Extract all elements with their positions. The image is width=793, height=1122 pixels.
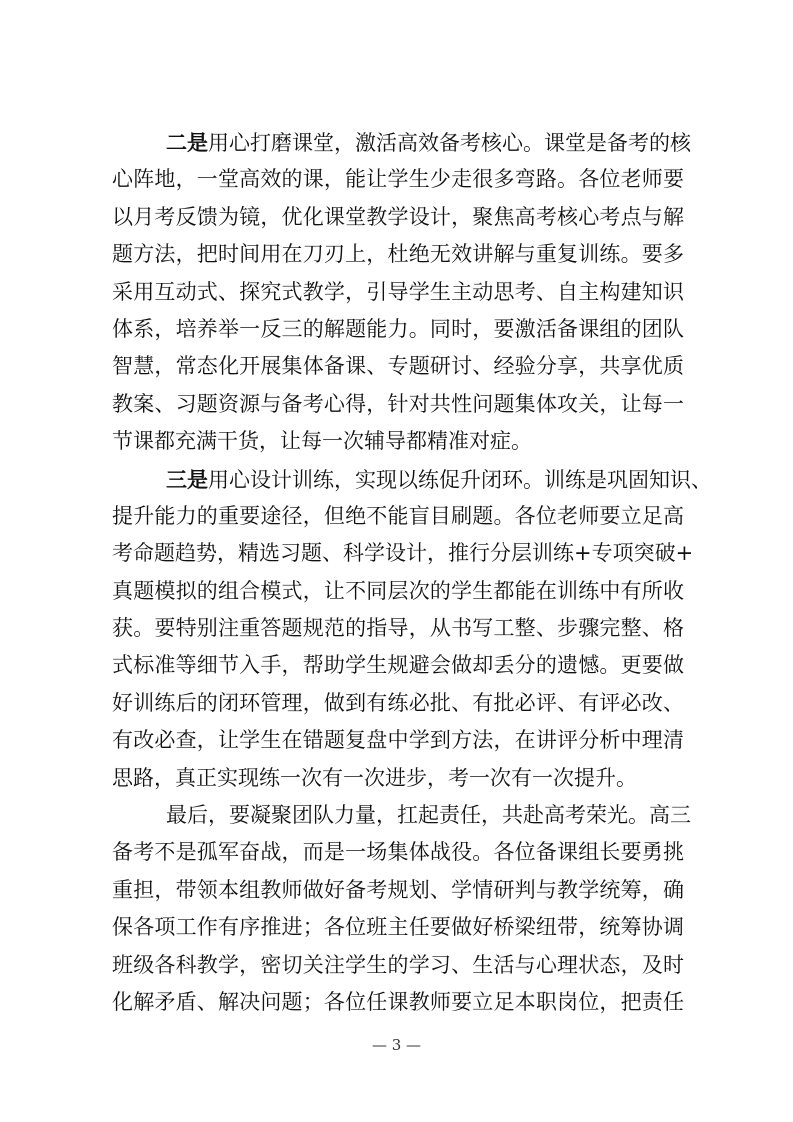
line-text: 有改必查，让学生在错题复盘中学到方法，在讲评分析中理清 [112, 728, 684, 753]
line-text: 式标准等细节入手，帮助学生规避会做却丢分的遗憾。更要做 [112, 653, 684, 678]
text-line [112, 236, 684, 273]
text-line [112, 124, 691, 161]
text-line [112, 685, 684, 722]
text-line [112, 274, 684, 311]
line-text: 用心打磨课堂，激活高效备考核心。课堂是备考的核 [208, 131, 691, 155]
line-text: 教案、习题资源与备考心得，针对共性问题集体攻关，让每一 [112, 391, 684, 416]
paragraph-lead: 三是 [166, 466, 208, 492]
text-line [112, 423, 684, 460]
line-text: 重担，带领本组教师做好备考规划、学情研判与教学统筹，确 [112, 877, 684, 902]
text-line [112, 498, 684, 535]
line-text: 思路，真正实现练一次有一次进步，考一次有一次提升。 [112, 765, 637, 790]
line-text: 考命题趋势，精选习题、科学设计，推行分层训练+专项突破+ [112, 541, 694, 566]
text-line [112, 386, 684, 423]
line-text: 采用互动式、探究式教学，引导学生主动思考、自主构建知识 [112, 279, 684, 304]
line-text: 心阵地，一堂高效的课，能让学生少走很多弯路。各位老师要 [112, 167, 684, 192]
paragraph-lead: 二是 [166, 130, 208, 155]
line-text: 化解矛盾、解决问题；各位任课教师要立足本职岗位，把责任 [112, 989, 684, 1014]
text-line [112, 834, 684, 871]
text-line [112, 573, 684, 610]
line-text: 以月考反馈为镜，优化课堂教学设计，聚焦高考核心考点与解 [112, 204, 684, 229]
line-text: 智慧，常态化开展集体备课、专题研讨、经验分享，共享优质 [112, 354, 684, 379]
text-line [112, 797, 691, 834]
line-text: 题方法，把时间用在刀刃上，杜绝无效讲解与重复训练。要多 [112, 242, 684, 267]
text-line [112, 760, 684, 797]
text-line [112, 461, 712, 498]
text-line [112, 348, 684, 385]
text-line [112, 984, 684, 1021]
page-number: — 3 — [371, 1036, 422, 1054]
text-line [112, 872, 684, 909]
text-line [112, 647, 684, 684]
line-text: 备考不是孤军奋战，而是一场集体战役。各位备课组长要勇挑 [112, 840, 684, 865]
text-line [112, 610, 684, 647]
text-line [112, 722, 684, 759]
line-text: 保各项工作有序推进；各位班主任要做好桥梁纽带，统筹协调 [112, 915, 684, 940]
text-line [112, 199, 684, 236]
line-text: 提升能力的重要途径，但绝不能盲目刷题。各位老师要立足高 [112, 503, 684, 528]
text-line [112, 161, 684, 198]
paragraph [112, 797, 691, 1021]
line-text: 体系，培养举一反三的解题能力。同时，要激活备课组的团队 [112, 316, 684, 341]
line-text: 真题模拟的组合模式，让不同层次的学生都能在训练中有所收 [112, 578, 684, 603]
paragraph [112, 461, 712, 798]
text-line [112, 311, 684, 348]
text-line [112, 947, 684, 984]
line-text: 最后，要凝聚团队力量，扛起责任，共赴高考荣光。高三 [166, 803, 691, 828]
text-line [112, 535, 694, 572]
line-text: 班级各科教学，密切关注学生的学习、生活与心理状态，及时 [112, 952, 684, 977]
line-text: 获。要特别注重答题规范的指导，从书写工整、步骤完整、格 [112, 616, 684, 641]
document-body [112, 124, 712, 1021]
line-text: 用心设计训练，实现以练促升闭环。训练是巩固知识、 [208, 467, 712, 492]
text-line [112, 909, 684, 946]
line-text: 好训练后的闭环管理，做到有练必批、有批必评、有评必改、 [112, 690, 684, 715]
line-text: 节课都充满干货，让每一次辅导都精准对症。 [112, 429, 532, 454]
paragraph [112, 124, 691, 461]
